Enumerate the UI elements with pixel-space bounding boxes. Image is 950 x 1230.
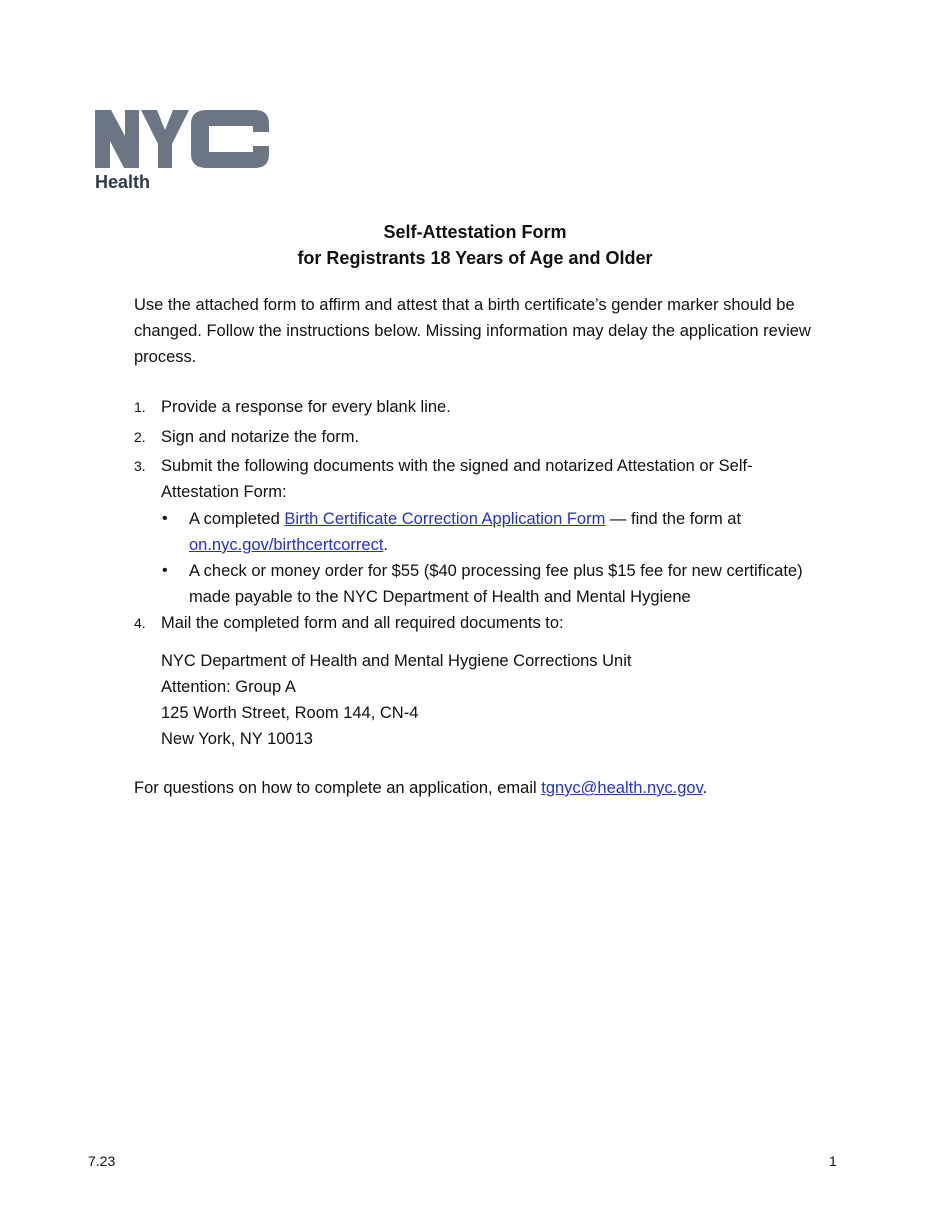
application-form-link[interactable]: Birth Certificate Correction Application Form [284,510,606,528]
email-link[interactable]: tgnyc@health.nyc.gov [541,779,703,797]
bullet-text [189,506,839,558]
version-number: 7.23 [88,1153,116,1169]
bullet-icon: • [162,562,168,579]
bullet-icon: • [162,510,168,527]
bullet-prefix: A completed [189,510,285,528]
step-text: Mail the completed form and all required documents to: [161,614,564,632]
bullet-suffix: . [383,536,389,554]
address-line: NYC Department of Health and Mental Hygiene Corrections Unit [161,652,632,670]
address-line: Attention: Group A [161,678,296,696]
bullet-text: A check or money order for $55 ($40 processing fee plus $15 fee for new certificate) made payable to the NYC Department of Health and Mental Hygiene [189,562,803,606]
questions-suffix: . [702,779,708,797]
address-line: 125 Worth Street, Room 144, CN-4 [161,704,419,722]
bullet-middle: — find the form at [605,510,742,528]
step-text: Provide a response for every blank line. [161,398,451,416]
intro-paragraph: Use the attached form to affirm and attest that a birth certificate’s gender marker should be changed. Follow the instructions below. Missing information may delay the application review process. [134,296,811,366]
questions-note [134,775,707,801]
page-number: 1 [829,1153,837,1169]
step-number: 3. [134,458,146,474]
birthcertcorrect-link[interactable]: on.nyc.gov/birthcertcorrect [189,536,384,554]
page-title: Self-Attestation Form [383,222,567,242]
step-text: Submit the following documents with the signed and notarized Attestation or Self-Attestation Form: [161,457,753,501]
step-text: Sign and notarize the form. [161,428,360,446]
nyc-logo-icon [95,110,270,170]
nyc-health-logo [95,110,270,195]
step-number: 1. [134,399,146,415]
address-line: New York, NY 10013 [161,730,313,748]
logo-subtitle: Health [95,172,151,192]
step-number: 4. [134,615,146,631]
step-number: 2. [134,429,146,445]
mailing-address [161,648,631,752]
page-subtitle: for Registrants 18 Years of Age and Older [297,248,653,268]
questions-prefix: For questions on how to complete an application, email [134,779,542,797]
